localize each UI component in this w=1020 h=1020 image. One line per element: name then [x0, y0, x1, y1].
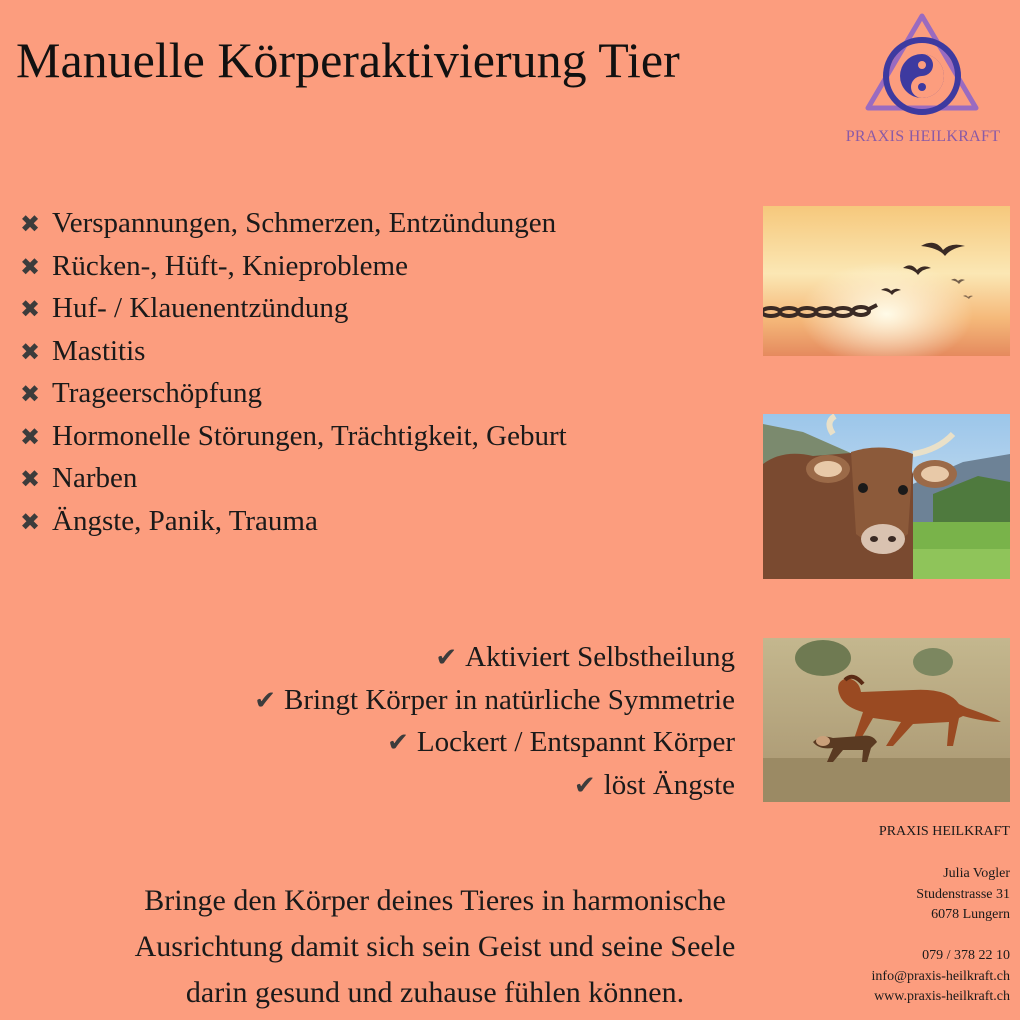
- x-mark-icon: ✖: [20, 252, 41, 281]
- problem-item: ✖ Verspannungen, Schmerzen, Entzündungen: [20, 202, 567, 245]
- tagline-line: Bringe den Körper deines Tieres in harmonische: [144, 884, 726, 917]
- problem-item: ✖ Rücken-, Hüft-, Knieprobleme: [20, 245, 567, 288]
- contact-email-link[interactable]: info@praxis-heilkraft.ch: [871, 968, 1010, 984]
- x-mark-icon: ✖: [20, 465, 41, 493]
- x-mark-icon: ✖: [20, 337, 41, 366]
- tagline-line: Ausrichtung damit sich sein Geist und seine Seele: [134, 930, 736, 963]
- broken-chain-birds-photo: [763, 206, 1010, 356]
- check-mark-icon: ✔: [573, 770, 596, 801]
- logo-text: PRAXIS HEILKRAFT: [845, 128, 1001, 145]
- x-mark-icon: ✖: [20, 507, 41, 536]
- contact-name: Julia Vogler: [943, 866, 1010, 881]
- x-mark-icon: ✖: [20, 210, 41, 238]
- contact-website-link[interactable]: www.praxis-heilkraft.ch: [874, 989, 1010, 1004]
- contact-address: [916, 864, 1010, 926]
- page-title: Manuelle Körperaktivierung Tier: [16, 32, 680, 88]
- tagline: [40, 878, 830, 1016]
- problem-item: ✖ Huf- / Klauenentzündung: [20, 287, 567, 330]
- benefit-item: ✔ löst Ängste: [573, 768, 735, 801]
- benefit-item: ✔ Bringt Körper in natürliche Symmetrie: [254, 683, 735, 716]
- horse-and-dog-photo: [763, 638, 1010, 802]
- x-mark-icon: ✖: [20, 295, 41, 323]
- contact-phone[interactable]: 079 / 378 22 10: [922, 948, 1010, 963]
- check-mark-icon: ✔: [254, 685, 276, 716]
- problem-item: ✖ Hormonelle Störungen, Trächtigkeit, Geburt: [20, 415, 567, 458]
- praxis-logo-icon: [862, 10, 982, 120]
- x-mark-icon: ✖: [20, 380, 41, 408]
- check-mark-icon: ✔: [387, 728, 409, 758]
- x-mark-icon: ✖: [20, 422, 41, 451]
- contact-city: 6078 Lungern: [931, 907, 1010, 922]
- problem-item: ✖ Ängste, Panik, Trauma: [20, 500, 567, 543]
- contact-details: [872, 946, 1010, 1008]
- problem-item: ✖ Narben: [20, 457, 567, 500]
- benefit-item: ✔ Aktiviert Selbstheilung: [435, 641, 735, 673]
- problem-item: ✖ Trageerschöpfung: [20, 372, 567, 415]
- problem-item: ✖ Mastitis: [20, 330, 567, 373]
- cow-portrait-photo: [763, 414, 1010, 579]
- benefits-list: [254, 636, 735, 806]
- check-mark-icon: ✔: [435, 643, 458, 673]
- contact-street: Studenstrasse 31: [916, 886, 1010, 902]
- problems-list: [20, 202, 567, 542]
- contact-brand: PRAXIS HEILKRAFT: [878, 824, 1010, 839]
- tagline-line: darin gesund und zuhause fühlen können.: [185, 976, 685, 1009]
- benefit-item: ✔ Lockert / Entspannt Körper: [387, 726, 735, 758]
